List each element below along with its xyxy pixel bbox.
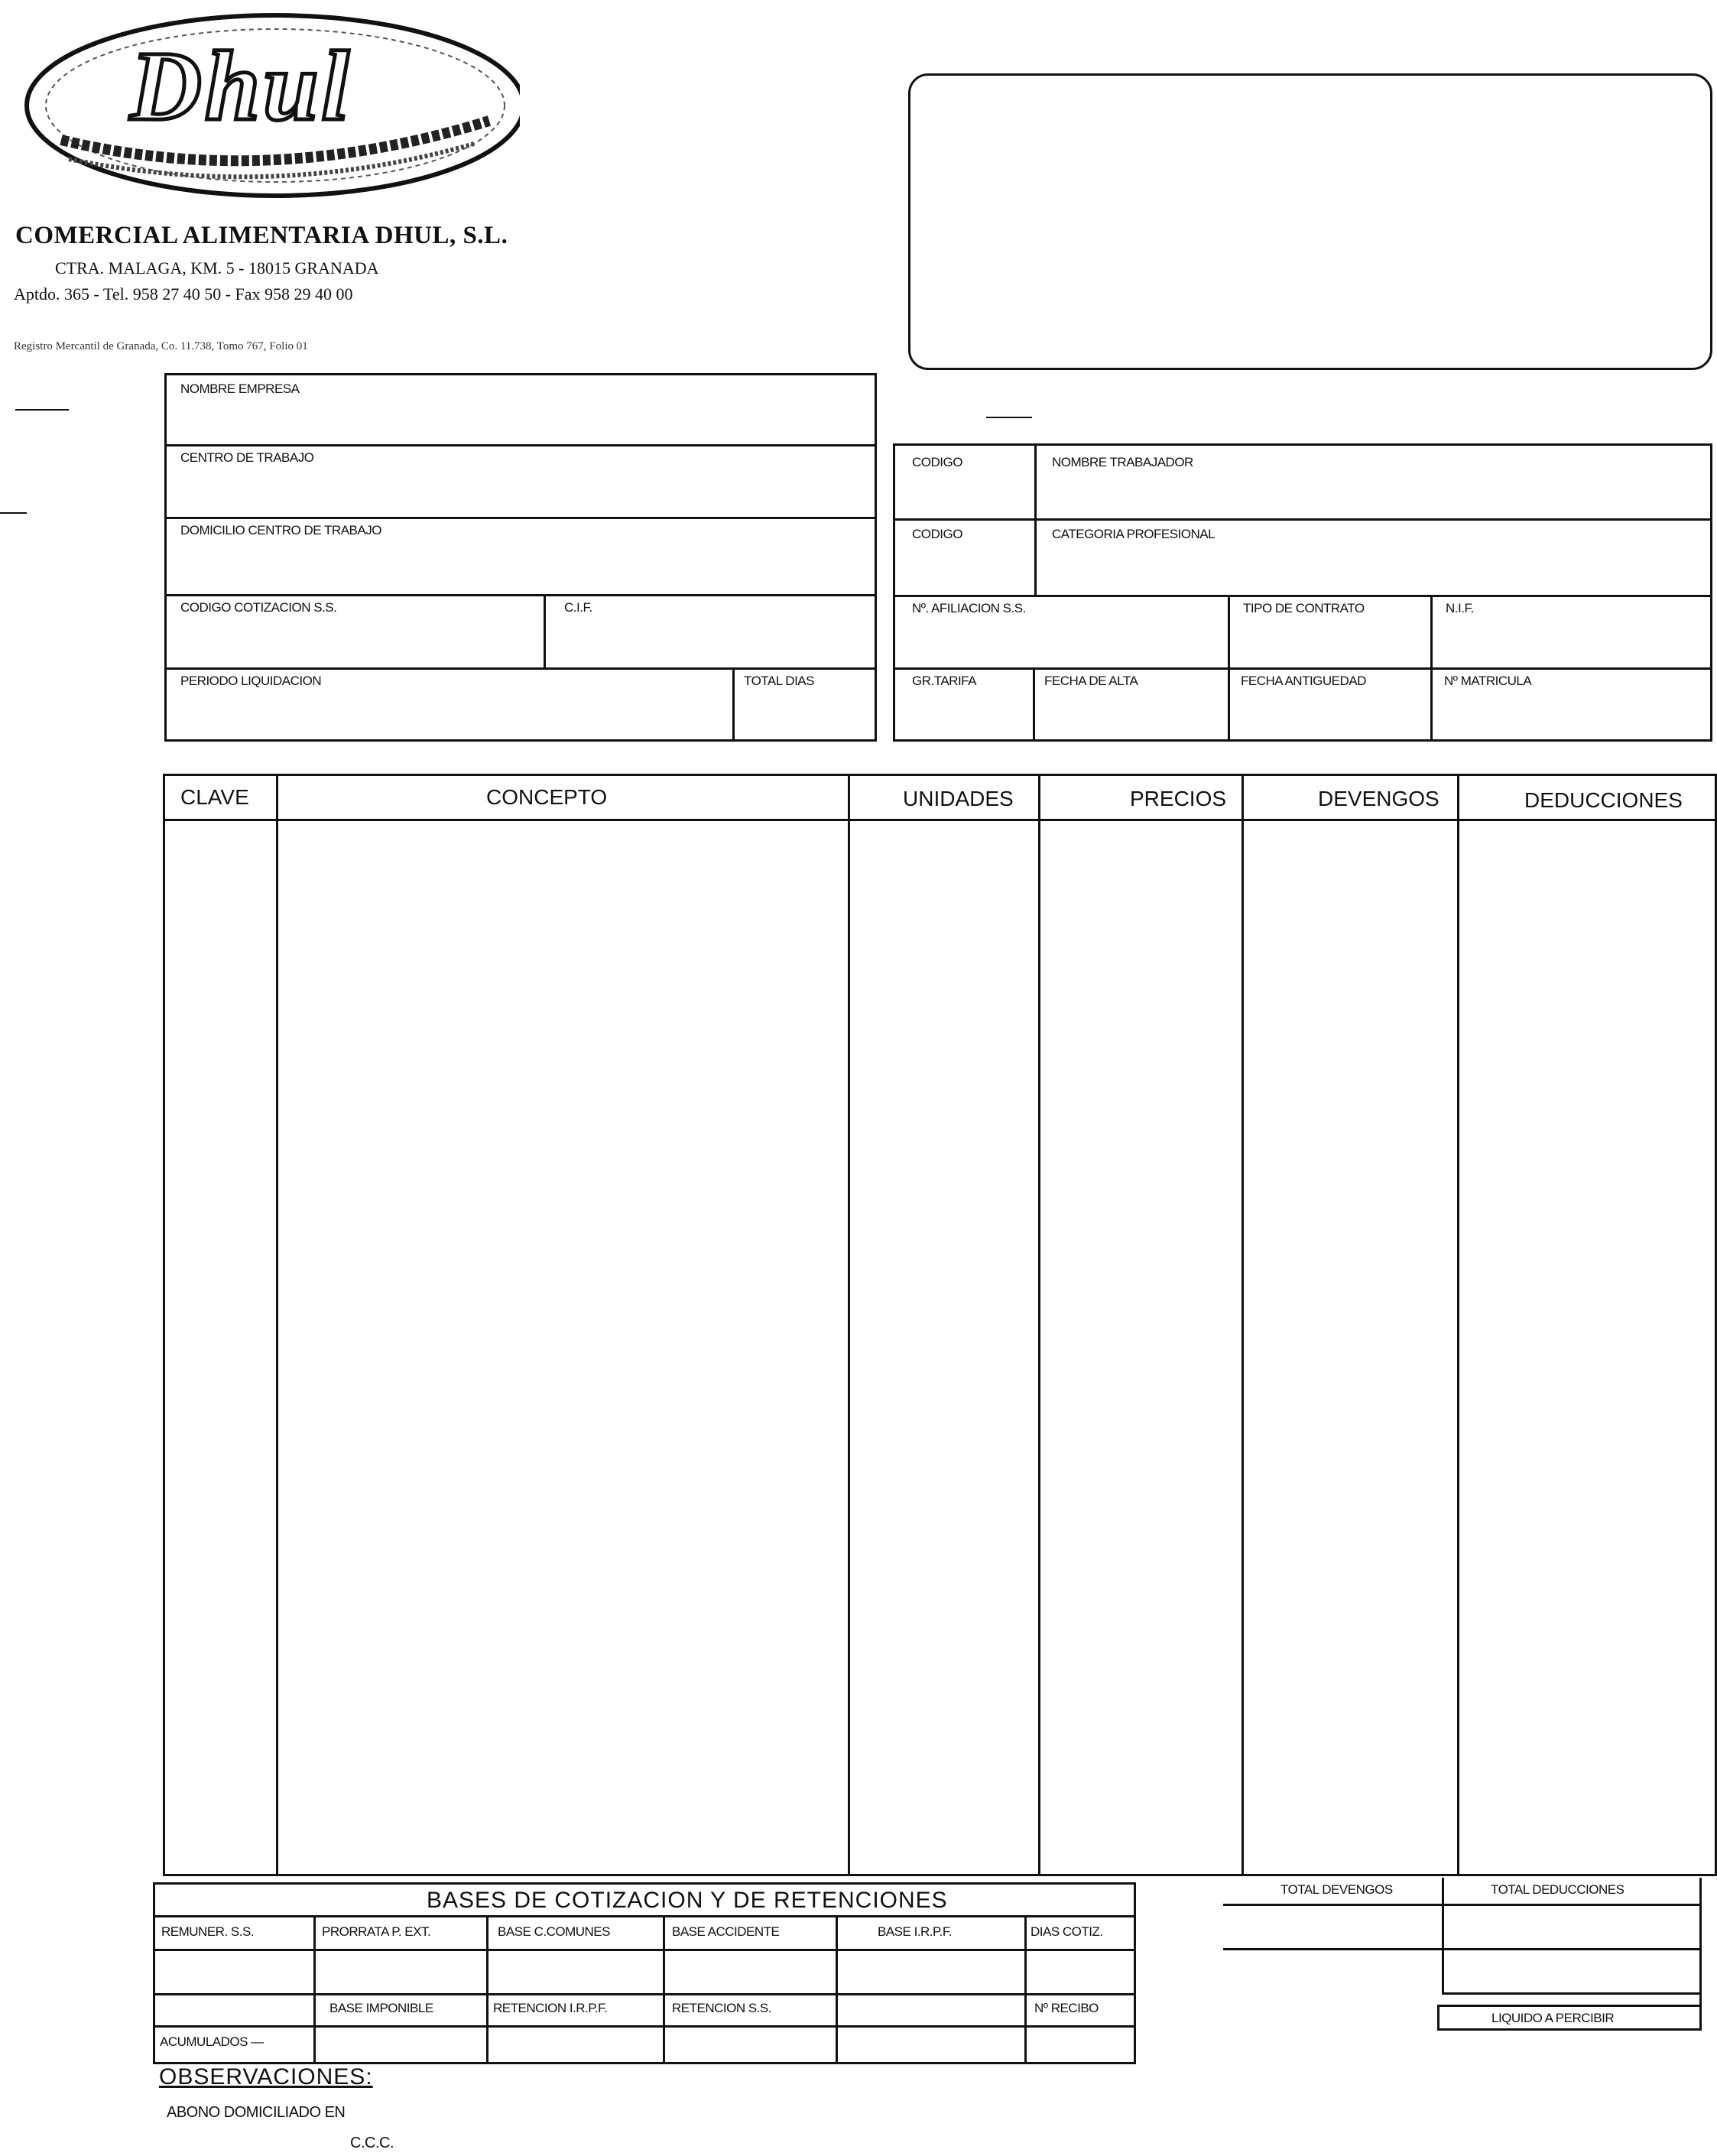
company-name: COMERCIAL ALIMENTARIA DHUL, S.L. [15, 222, 508, 249]
base-irpf-label: BASE I.R.P.F. [878, 1924, 953, 1939]
liquido-box [1437, 2005, 1702, 2031]
company-address: CTRA. MALAGA, KM. 5 - 18015 GRANADA [55, 258, 379, 278]
margin-mark [15, 409, 69, 411]
margin-mark [986, 417, 1032, 418]
employer-block [164, 373, 877, 742]
margin-mark [0, 512, 27, 514]
base-accidente-label: BASE ACCIDENTE [672, 1924, 780, 1939]
cif-label: C.I.F. [564, 600, 592, 615]
nombre-trabajador-label: NOMBRE TRABAJADOR [1052, 455, 1193, 469]
base-imponible-label: BASE IMPONIBLE [329, 2001, 433, 2015]
totals-block [1223, 1878, 1702, 2031]
remuner-ss-label: REMUNER. S.S. [161, 1924, 255, 1939]
fecha-alta-label: FECHA DE ALTA [1044, 674, 1138, 688]
header-divider [165, 819, 1715, 821]
codigo-label: CODIGO [912, 455, 962, 469]
address-window [908, 73, 1712, 370]
logo-text: Dhul [130, 31, 352, 141]
abono-label: ABONO DOMICILIADO EN [167, 2104, 346, 2121]
domicilio-centro-label: DOMICILIO CENTRO DE TRABAJO [180, 523, 381, 537]
company-registry: Registro Mercantil de Granada, Co. 11.738, Tomo 767, Folio 01 [14, 340, 308, 352]
dias-cotiz-label: DIAS COTIZ. [1031, 1924, 1103, 1939]
total-devengos-label: TOTAL DEVENGOS [1280, 1882, 1393, 1897]
categoria-profesional-label: CATEGORIA PROFESIONAL [1052, 527, 1216, 541]
retencion-ss-label: RETENCION S.S. [672, 2001, 771, 2015]
worker-block [893, 443, 1712, 742]
bases-title: BASES DE COTIZACION Y DE RETENCIONES [427, 1888, 948, 1913]
tipo-contrato-label: TIPO DE CONTRATO [1243, 601, 1365, 615]
total-deducciones-label: TOTAL DEDUCCIONES [1491, 1882, 1624, 1897]
ccc-label: C.C.C. [350, 2135, 394, 2151]
total-dias-label: TOTAL DIAS [744, 674, 814, 688]
company-contact: Aptdo. 365 - Tel. 958 27 40 50 - Fax 958 29 40 00 [14, 284, 353, 304]
codigo-label: CODIGO [912, 527, 962, 541]
centro-trabajo-label: CENTRO DE TRABAJO [180, 450, 314, 465]
liquido-label: LIQUIDO A PERCIBIR [1491, 2011, 1615, 2025]
afiliacion-label: Nº. AFILIACION S.S. [912, 601, 1026, 615]
nif-label: N.I.F. [1446, 601, 1474, 615]
retencion-irpf-label: RETENCION I.R.P.F. [493, 2001, 608, 2015]
concepts-table [163, 774, 1717, 1876]
col-concepto: CONCEPTO [486, 785, 608, 809]
gr-tarifa-label: GR.TARIFA [912, 674, 976, 688]
codigo-cotizacion-label: CODIGO COTIZACION S.S. [180, 600, 337, 615]
bases-table [153, 1882, 1136, 2064]
observaciones-title: OBSERVACIONES: [159, 2064, 373, 2089]
recibo-label: Nº RECIBO [1034, 2001, 1099, 2015]
col-unidades: UNIDADES [903, 787, 1014, 810]
nombre-empresa-label: NOMBRE EMPRESA [180, 382, 300, 396]
fecha-antiguedad-label: FECHA ANTIGUEDAD [1241, 674, 1366, 688]
company-logo [15, 6, 520, 213]
col-deducciones: DEDUCCIONES [1524, 788, 1683, 812]
col-devengos: DEVENGOS [1318, 787, 1439, 810]
col-clave: CLAVE [180, 785, 249, 809]
periodo-liquidacion-label: PERIODO LIQUIDACION [180, 674, 322, 688]
prorrata-label: PRORRATA P. EXT. [322, 1924, 431, 1939]
col-precios: PRECIOS [1130, 787, 1227, 810]
acumulados-label: ACUMULADOS — [160, 2034, 264, 2049]
base-ccomunes-label: BASE C.COMUNES [498, 1924, 610, 1939]
matricula-label: Nº MATRICULA [1444, 674, 1532, 688]
